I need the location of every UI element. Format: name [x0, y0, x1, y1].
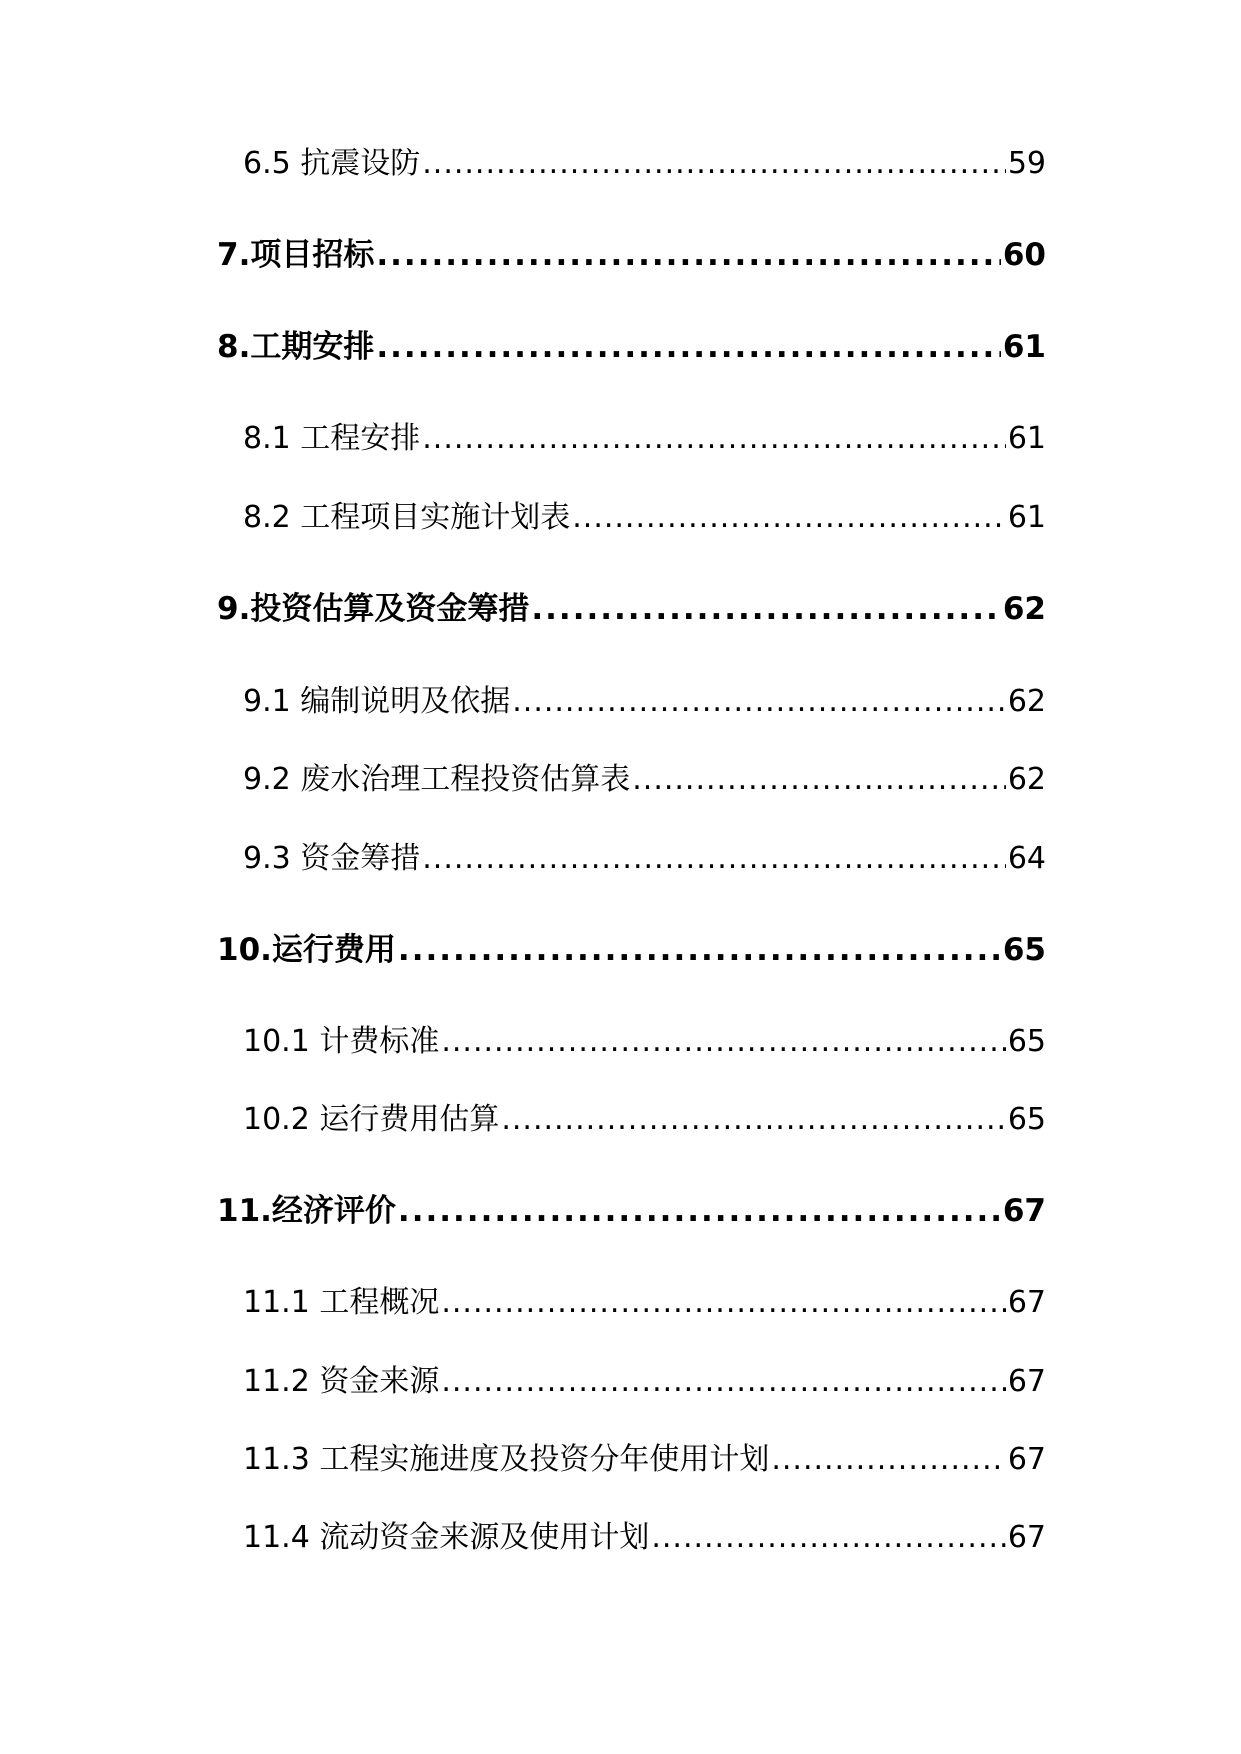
toc-entry-page: 65 — [1002, 932, 1046, 968]
toc-dot-leader — [441, 1285, 1005, 1320]
toc-entry-label: 11.3 工程实施进度及投资分年使用计划 — [243, 1442, 770, 1477]
toc-entry-page: 60 — [1002, 237, 1046, 273]
toc-dot-leader — [422, 841, 1006, 876]
toc-entry[interactable] — [243, 413, 1046, 457]
toc-dot-leader — [531, 591, 1001, 627]
toc-entry-page: 62 — [1007, 684, 1046, 719]
toc-entry[interactable] — [217, 924, 1046, 969]
toc-entry-label: 9.1 编制说明及依据 — [243, 684, 511, 719]
toc-entry[interactable] — [243, 1016, 1046, 1060]
toc-entry-label: 10.运行费用 — [217, 932, 396, 968]
toc-entry[interactable] — [243, 138, 1046, 182]
toc-dot-leader — [376, 329, 1001, 365]
toc-entry[interactable] — [243, 833, 1046, 877]
toc-entry-label: 11.2 资金来源 — [243, 1364, 440, 1399]
toc-entry-page: 67 — [1002, 1193, 1046, 1229]
toc-dot-leader — [501, 1102, 1005, 1137]
toc-dot-leader — [398, 1193, 1001, 1229]
toc-dot-leader — [632, 762, 1006, 797]
toc-entry[interactable] — [243, 1094, 1046, 1138]
toc-entry[interactable] — [243, 1434, 1046, 1478]
toc-entry[interactable] — [243, 1512, 1046, 1556]
toc-entry-label: 9.投资估算及资金筹措 — [217, 591, 530, 627]
toc-entry[interactable] — [243, 492, 1046, 536]
toc-entry-page: 65 — [1007, 1024, 1046, 1059]
toc-entry-label: 9.3 资金筹措 — [243, 841, 421, 876]
toc-entry[interactable] — [217, 321, 1046, 366]
toc-entry[interactable] — [217, 1185, 1046, 1230]
toc-entry-label: 6.5 抗震设防 — [243, 146, 421, 181]
toc-entry-label: 11.4 流动资金来源及使用计划 — [243, 1520, 650, 1555]
toc-entry-label: 11.经济评价 — [217, 1193, 396, 1229]
toc-dot-leader — [771, 1442, 1005, 1477]
toc-entry-page: 67 — [1007, 1364, 1046, 1399]
toc-entry-label: 10.1 计费标准 — [243, 1024, 440, 1059]
toc-dot-leader — [651, 1520, 1005, 1555]
toc-entry-label: 11.1 工程概况 — [243, 1285, 440, 1320]
toc-entry-label: 10.2 运行费用估算 — [243, 1102, 500, 1137]
toc-entry-page: 65 — [1007, 1102, 1046, 1137]
toc-entry-page: 67 — [1007, 1520, 1046, 1555]
toc-entry-page: 64 — [1007, 841, 1046, 876]
toc-entry-label: 9.2 废水治理工程投资估算表 — [243, 762, 631, 797]
toc-entry-page: 61 — [1002, 329, 1046, 365]
toc-entry[interactable] — [243, 754, 1046, 798]
toc-entry-label: 8.1 工程安排 — [243, 421, 421, 456]
toc-dot-leader — [398, 932, 1001, 968]
toc-entry-label: 7.项目招标 — [217, 237, 375, 273]
toc-entry[interactable] — [243, 1356, 1046, 1400]
toc-dot-leader — [512, 684, 1006, 719]
toc-entry-label: 8.工期安排 — [217, 329, 375, 365]
toc-entry-page: 67 — [1007, 1442, 1046, 1477]
toc-entry-label: 8.2 工程项目实施计划表 — [243, 500, 571, 535]
toc-entry-page: 61 — [1007, 421, 1046, 456]
toc-dot-leader — [441, 1364, 1005, 1399]
toc-dot-leader — [572, 500, 1006, 535]
toc-entry[interactable] — [217, 583, 1046, 628]
toc-entry[interactable] — [243, 676, 1046, 720]
toc-dot-leader — [441, 1024, 1005, 1059]
toc-entry-page: 67 — [1007, 1285, 1046, 1320]
toc-entry[interactable] — [217, 229, 1046, 274]
toc-entry-page: 61 — [1007, 500, 1046, 535]
toc-dot-leader — [422, 146, 1006, 181]
toc-entry-page: 62 — [1007, 762, 1046, 797]
toc-dot-leader — [376, 237, 1001, 273]
toc-entry-page: 59 — [1007, 146, 1046, 181]
toc-dot-leader — [422, 421, 1006, 456]
toc-entry[interactable] — [243, 1277, 1046, 1321]
toc-entry-page: 62 — [1002, 591, 1046, 627]
